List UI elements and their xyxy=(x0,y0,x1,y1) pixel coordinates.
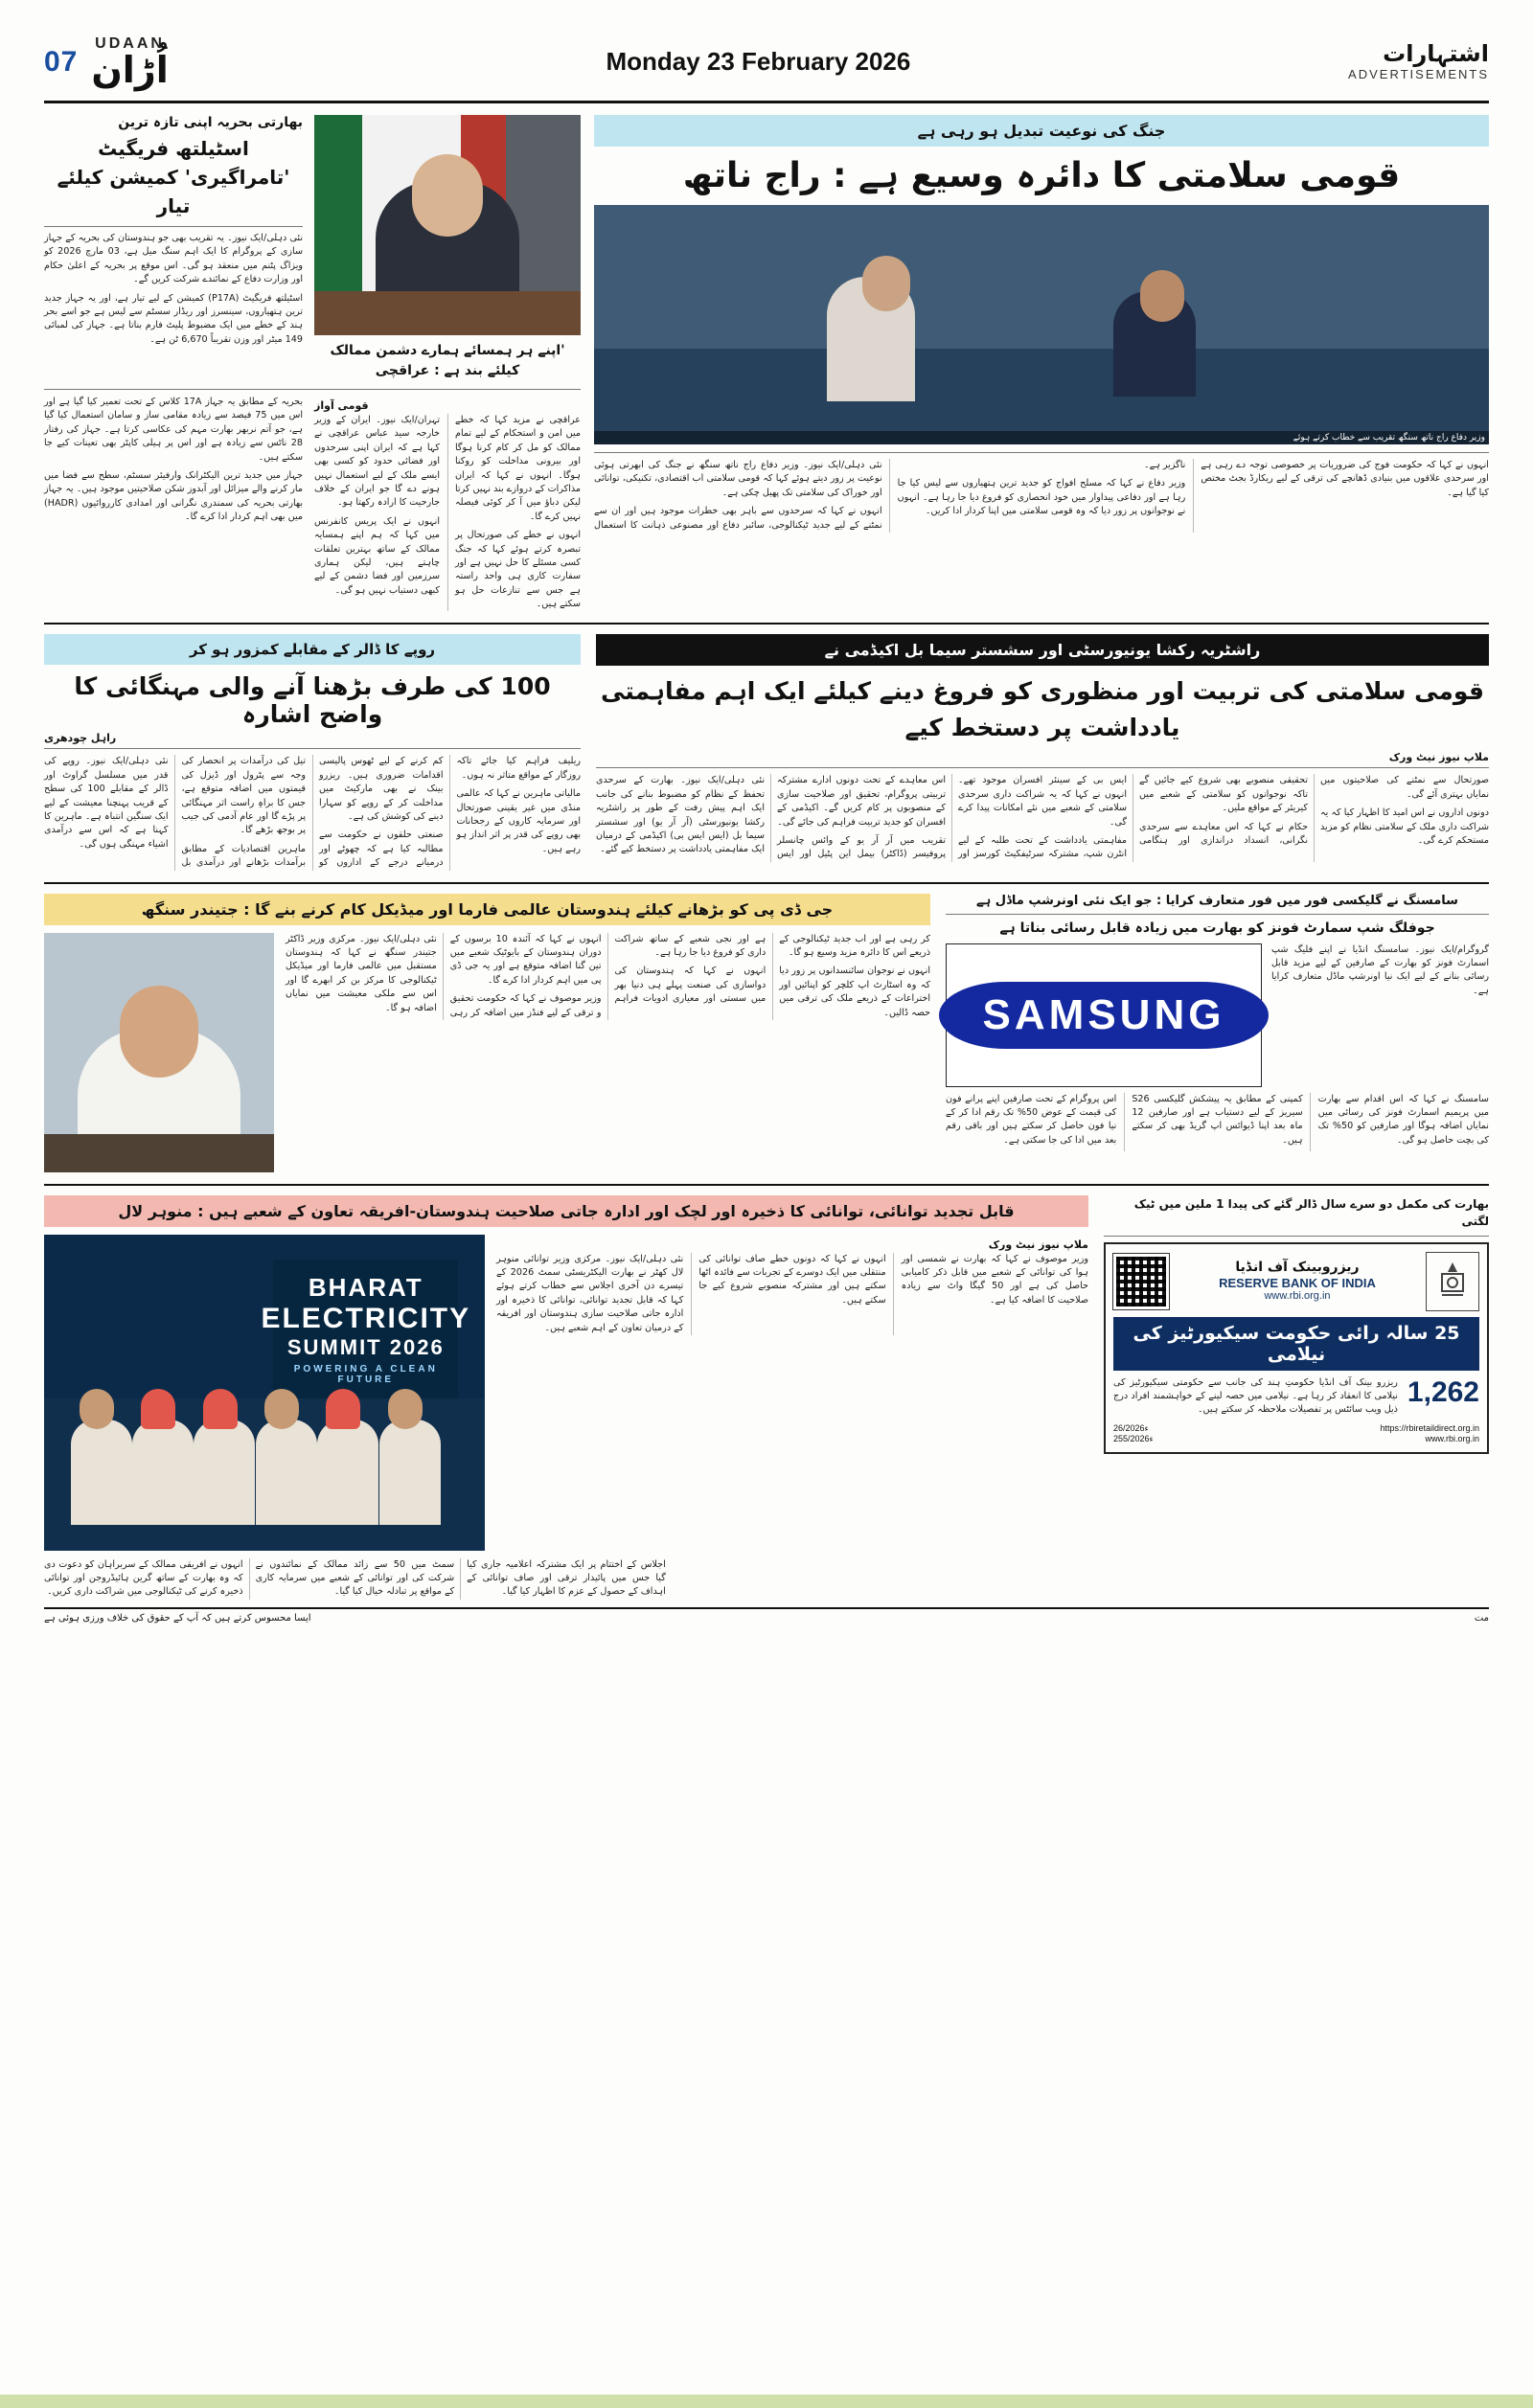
photo-seat xyxy=(317,1420,378,1525)
photo-stage xyxy=(594,349,1489,444)
photo-seat-head xyxy=(203,1389,238,1429)
samsung-kicker: سامسنگ نے گلیکسی فور میں فور متعارف کرایا : جو ایک نئی اونرشپ ماڈل ہے xyxy=(976,893,1458,908)
footer-right: ایسا محسوس کرتے ہیں کہ آپ کے حقوق کی خلاف ورزی ہوئی ہے xyxy=(44,1612,311,1624)
photo-seat xyxy=(71,1420,132,1525)
frigate-body-3: بحریہ کے مطابق یہ جہاز 17A کلاس کے تحت تعمیر کیا گیا ہے اور اس میں 75 فیصد سے زیادہ مقامی ساز و سامان استعمال کیا گیا ہے، جو آتم نربھر بھارت مہم کی عکاسی کرتا ہے۔ جہاز کی رفتار 28 ناٹس سے زیادہ ہے اور اس پر ہیلی کاپٹر بھی تعینات کیے جا سکتے ہیں۔ xyxy=(44,397,303,463)
photo-seat-head xyxy=(80,1389,114,1429)
frigate-body-2: اسٹیلتھ فریگیٹ (P17A) کمیشن کے لیے تیار ہے، اور یہ جہاز جدید ترین ہتھیاروں، سینسرز اور ریڈار سسٹم سے لیس ہے جو اسے بحر ہند کے خطے میں ایک مضبوط پلیٹ فارم بناتا ہے۔ جہاز کی لمبائی 149 میٹر اور وزن تقریباً 6,670 ٹن ہے۔ xyxy=(44,292,303,345)
rbi-url-2[interactable]: www.rbi.org.in xyxy=(1425,1433,1479,1443)
story-summit xyxy=(44,1195,1088,1600)
story-iran-top xyxy=(314,115,581,381)
samsung-subhead: جوفلگ شپ سمارٹ فونز کو بھارت میں زیادہ قابل رسائی بناتا ہے xyxy=(999,920,1435,936)
samsung-body-4: سامسنگ نے کہا کہ اس اقدام سے بھارت میں پریمیم اسمارٹ فونز کی رسائی میں نمایاں اضافہ ہوگا اور صارفین کو 50% تک کی بچت حاصل ہو گی۔ xyxy=(1317,1093,1489,1146)
frigate-body-1: نئی دہلی/ایک نیوز۔ یہ تقریب بھی جو ہندوستان کی بحریہ کے جہاز سازی کے پروگرام کا ایک اہم سنگ میل ہے، 03 مارچ 2026 کو ویزاگ پٹنم میں منعقد ہو گی۔ اس موقع پر بحریہ کے اعلیٰ حکام اور وزارت دفاع کے نمائندے شرکت کریں گے۔ xyxy=(44,233,303,285)
iran-minister-photo xyxy=(314,115,581,335)
summit-body-2: انہوں نے کہا کہ دونوں خطے صاف توانائی کی منتقلی میں ایک دوسرے کے تجربات سے فائدہ اٹھا سکتے ہیں اور مشترکہ منصوبے شروع کیے جا سکتے ہیں۔ xyxy=(698,1253,886,1306)
rupee-body-5: مالیاتی ماہرین نے کہا کہ عالمی منڈی میں غیر یقینی صورتحال اور سرمایہ کاروں کے رجحانات بھی روپے کی قدر پر اثر انداز ہو رہے ہیں۔ xyxy=(456,788,581,854)
mou-body-1: نئی دہلی/ایک نیوز۔ بھارت کے سرحدی تحفظ کے نظام کو مضبوط بنانے کی جانب ایک اہم پیش رفت کے طور پر راشٹریہ رکشا یونیورسٹی (آر آر یو) اور سشستر سیما بل (ایس ایس بی) اکیڈمی کے درمیان ایک مفاہمتی یادداشت پر دستخط کیے گئے۔ xyxy=(596,775,765,855)
samsung-body-2: اس پروگرام کے تحت صارفین اپنے پرانے فون کی قیمت کے عوض 50% تک رقم ادا کر کے نیا فون حاصل کر سکتے ہیں اور باقی رقم بعد میں ادا کی جا سکتی ہے۔ xyxy=(946,1093,1117,1146)
samsung-body-3: کمپنی کے مطابق یہ پیشکش گلیکسی S26 سیریز کے لیے دستیاب ہے اور صارفین 12 ماہ بعد اپنا ڈیوائس اپ گریڈ بھی کر سکتے ہیں۔ xyxy=(1132,1093,1303,1146)
mou-kicker: راشٹریہ رکشا یونیورسٹی اور سشستر سیما بل اکیڈمی نے xyxy=(596,634,1489,666)
divider xyxy=(44,1184,1489,1186)
story-pharma xyxy=(44,894,930,1172)
photo-table xyxy=(44,1134,274,1172)
logo-english: UDAAN xyxy=(95,34,165,52)
divider xyxy=(596,767,1489,768)
rbi-auction-band: 25 سالہ رائی حکومت سیکیورٹیز کی نیلامی xyxy=(1113,1317,1479,1371)
qr-code-icon[interactable] xyxy=(1113,1254,1169,1309)
rupee-body-2: تیل کی درآمدات پر انحصار کی وجہ سے پٹرول اور ڈیزل کی قیمتوں میں اضافہ متوقع ہے، جس کا براہِ راست اثر مہنگائی پر پڑے گا اور عام آدمی کی جیب پر بوجھ بڑھے گا۔ xyxy=(181,756,306,836)
divider xyxy=(44,226,303,227)
footer-left: مت xyxy=(1474,1612,1489,1624)
logo-urdu: اُڑان xyxy=(91,48,169,91)
summit-banner xyxy=(261,1260,471,1398)
photo-seat xyxy=(379,1420,441,1525)
photo-seat-head xyxy=(388,1389,423,1429)
lead-headline: قومی سلامتی کا دائرہ وسیع ہے : راج ناتھ xyxy=(682,156,1401,195)
rbi-body-text: ریزرو بینک آف انڈیا حکومتِ ہند کی جانب سے حکومتی سیکیورٹیز کی نیلامی کا انعقاد کر رہا ہے۔ نیلامی میں حصہ لینے کے خواہشمند افراد درج ذیل ویب سائٹس پر تفصیلات ملاحظہ کر سکتے ہیں۔ xyxy=(1113,1376,1398,1416)
page-footer xyxy=(44,1607,1489,1624)
rajnath-photo xyxy=(594,205,1489,444)
summit-photo-wrap xyxy=(44,1235,485,1551)
photo-person-1-head xyxy=(862,256,910,311)
frigate-headline: اسٹیلتھ فریگیٹ 'تامراگیری' کمیشن کیلئے تیار xyxy=(57,137,290,217)
jitendra-photo-wrap xyxy=(44,933,274,1172)
rbi-ref-2: 255/2026ء xyxy=(1113,1433,1154,1443)
summit-body-6: اجلاس کے اختتام پر ایک مشترکہ اعلامیہ جاری کیا گیا جس میں پائیدار ترقی اور صاف توانائی کے اہداف کے حصول کے عزم کا اظہار کیا گیا۔ xyxy=(467,1558,666,1598)
lead-body-4: انہوں نے کہا کہ حکومت فوج کی ضروریات پر خصوصی توجہ دے رہی ہے اور سرحدی علاقوں میں بنیادی ڈھانچے کی ترقی کے لیے ریکارڈ بجٹ مختص کیا گیا ہے۔ xyxy=(1201,460,1489,498)
mou-body-3: تقریب میں آر آر یو کے وائس چانسلر پروفیسر (ڈاکٹر) بیمل این پٹیل اور ایس ایس بی کے سینئر افسران موجود تھے۔ انہوں نے کہا کہ یہ شراکت داری سرحدی سلامتی کے شعبے میں نئے امکانات پیدا کرے گی۔ xyxy=(777,775,1127,860)
masthead-left xyxy=(44,34,169,91)
photo-head xyxy=(120,986,198,1078)
banner-tagline: POWERING A CLEAN FUTURE xyxy=(293,1364,438,1386)
iran-headline: 'اپنے ہر ہمسائے ہمارے دشمن ممالک کیلئے بند ہے : عراقچی xyxy=(330,343,565,378)
rbi-ad-box[interactable] xyxy=(1104,1242,1489,1454)
top-area xyxy=(44,115,1489,611)
lead-body-3: وزیر دفاع نے کہا کہ مسلح افواج کو جدید ترین ہتھیاروں سے لیس کیا جا رہا ہے اور دفاعی پیداوار میں خود انحصاری کو فروغ دیا جا رہا ہے۔ انہوں نے نوجوانوں پر زور دیا کہ وہ قومی سلامتی میں اپنا کردار ادا کریں۔ xyxy=(897,478,1186,517)
summit-body-5: سمٹ میں 50 سے زائد ممالک کے نمائندوں نے شرکت کی اور توانائی کے شعبے میں سرمایہ کاری کے مواقع پر تبادلہ خیال کیا گیا۔ xyxy=(255,1558,455,1598)
story-rupee xyxy=(44,634,581,870)
rupee-kicker: روپے کا ڈالر کے مقابلے کمزور ہو کر xyxy=(44,634,581,665)
mou-headline: قومی سلامتی کی تربیت اور منظوری کو فروغ دینے کیلئے ایک اہم مفاہمتی یادداشت پر دستخط کیے xyxy=(601,677,1484,741)
iran-body-4: انہوں نے خطے کی صورتحال پر تبصرہ کرتے ہوئے کہا کہ جنگ کسی مسئلے کا حل نہیں ہے اور سفارت کاری ہی واحد راستہ ہے جس سے تنازعات حل ہو سکتے ہیں۔ xyxy=(455,530,581,610)
photo-seat xyxy=(256,1420,317,1525)
photo-seat-head xyxy=(141,1389,175,1429)
photo-head xyxy=(412,154,483,237)
lead-body-1: نئی دہلی/ایک نیوز۔ وزیر دفاع راج ناتھ سنگھ نے جنگ کی ابھرتی ہوئی نوعیت پر زور دیتے ہوئے کہا کہ قومی سلامتی اب اقتصادی، تکنیکی، توانائی اور خوراک کی سلامتی تک پھیل چکی ہے۔ xyxy=(594,460,882,498)
iran-byline: قومی آواز xyxy=(314,399,369,412)
samsung-ad-box[interactable] xyxy=(946,943,1262,1087)
photo-seat-head xyxy=(264,1389,299,1429)
photo-person-2-head xyxy=(1140,270,1184,322)
summit-body-3: وزیر موصوف نے کہا کہ بھارت نے شمسی اور ہوا کی توانائی کے شعبے میں قابل ذکر کامیابی حاصل کی ہے اور 50 گیگا واٹ سے زیادہ صلاحیت کا اضافہ کیا ہے۔ xyxy=(901,1253,1088,1306)
rbi-kicker: بھارت کی مکمل دو سرے سال ڈالر گئے کی پیدا 1 ملین میں ٹیک لگتی xyxy=(1133,1196,1489,1228)
mou-body-5: حکام نے کہا کہ اس معاہدے سے سرحدی نگرانی، انسداد دراندازی اور ہنگامی صورتحال سے نمٹنے کی صلاحیتوں میں نمایاں بہتری آئے گی۔ xyxy=(1139,775,1489,847)
bottom-color-bar xyxy=(0,2395,1533,2408)
summit-photo xyxy=(44,1235,485,1551)
divider xyxy=(946,914,1489,915)
divider xyxy=(594,452,1489,453)
pharma-body-4: انہوں نے کہا کہ ہندوستان کی دواسازی کی صنعت پہلے ہی دنیا بھر میں سستی اور معیاری ادویات فراہم کر رہی ہے اور اب جدید ٹیکنالوجی کے ذریعے اس کا دائرہ مزید وسیع ہو گا۔ xyxy=(614,933,930,1005)
rbi-name-urdu: ریزروبینک آف انڈیا xyxy=(1235,1259,1360,1275)
summit-kicker: قابل تجدید توانائی، توانائی کا ذخیرہ اور لچک اور ادارہ جاتی صلاحیت ہندوستان-افریقہ تعاون کے شعبے ہیں : منوہر لال xyxy=(44,1195,1088,1227)
pharma-body-1: نئی دہلی/ایک نیوز۔ مرکزی وزیر ڈاکٹر جتیندر سنگھ نے کہا کہ ہندوستان مستقبل میں عالمی فارما اور میڈیکل ٹیکنالوجی کا مرکز بن کر ابھرے گا اور اس سے ملکی معیشت میں نمایاں اضافہ ہو گا۔ xyxy=(286,933,437,1013)
iran-body-1: تہران/ایک نیوز۔ ایران کے وزیر خارجہ سید عباس عراقچی نے کہا ہے کہ ایران اپنی سرحدوں اور فضائی حدود کو کسی بھی ایسے ملک کے لیے استعمال نہیں ہونے دے گا جو ایران کے خلاف جارحیت کا ارادہ رکھتا ہو۔ xyxy=(314,415,440,509)
iran-body-3: عراقچی نے مزید کہا کہ خطے میں امن و استحکام کے لیے تمام ممالک کو مل کر کام کرنا ہوگا اور بیرونی مداخلت کو روکنا ہوگا۔ انہوں نے کہا کہ ایران مذاکرات کے دروازے بند نہیں کرتا لیکن دباؤ میں آ کر کوئی فیصلہ نہیں کرے گا۔ xyxy=(455,415,581,522)
divider xyxy=(44,748,581,749)
fourth-band xyxy=(44,1195,1489,1600)
section-title-urdu: اشتہارات xyxy=(1383,40,1489,68)
divider xyxy=(44,623,1489,625)
page-number: 07 xyxy=(44,45,79,78)
summit-byline: ملاپ نیوز نیٹ ورک xyxy=(988,1238,1088,1251)
publication-logo xyxy=(91,34,169,91)
mou-body-4: مفاہمتی یادداشت کے تحت طلبہ کے لیے انٹرن شپ، مشترکہ سرٹیفکیٹ کورسز اور تحقیقی منصوبے بھی شروع کیے جائیں گے تاکہ نوجوانوں کو سلامتی کے شعبے میں کیریئر کے مواقع ملیں۔ xyxy=(958,775,1308,860)
photo-caption: وزیر دفاع راج ناتھ سنگھ تقریب سے خطاب کرتے ہوئے xyxy=(594,431,1489,444)
mou-byline: ملاپ نیوز نیٹ ورک xyxy=(1388,751,1489,764)
mou-body-2: اس معاہدے کے تحت دونوں ادارے مشترکہ تربیتی پروگرام، تحقیق اور صلاحیت سازی کے منصوبوں پر کام کریں گے۔ اکیڈمی کے افسران کو جدید تربیت فراہم کی جائے گی۔ xyxy=(777,775,946,828)
banner-line-1: BHARAT xyxy=(308,1273,423,1303)
rbi-body xyxy=(1113,1376,1479,1418)
jitendra-singh-photo xyxy=(44,933,274,1172)
lead-story xyxy=(594,115,1489,611)
rbi-identity xyxy=(1219,1260,1376,1304)
rupee-byline: راہل چودھری xyxy=(44,732,117,745)
rupee-body-3: ماہرین اقتصادیات کے مطابق برآمدات بڑھانے اور درآمدی بل کم کرنے کے لیے ٹھوس پالیسی اقدامات ضروری ہیں۔ ریزرو بینک نے بھی مارکیٹ میں مداخلت کر کے روپے کو سہارا دینے کی کوشش کی ہے۔ xyxy=(181,756,444,869)
second-band xyxy=(44,634,1489,870)
divider xyxy=(44,389,581,390)
pharma-body-5: انہوں نے نوجوان سائنسدانوں پر زور دیا کہ وہ اسٹارٹ اپ کلچر کو اپنائیں اور اختراعات کے ذریعے ملک کی ترقی میں حصہ ڈالیں۔ xyxy=(779,965,930,1018)
mou-body-6: دونوں اداروں نے اس امید کا اظہار کیا کہ یہ شراکت داری ملک کے سلامتی نظام کو مزید مستحکم کرے گی۔ xyxy=(1320,807,1489,847)
section-title-english: ADVERTISEMENTS xyxy=(1348,66,1489,81)
samsung-body-1: گروگرام/ایک نیوز۔ سامسنگ انڈیا نے اپنے فلیگ شپ اسمارٹ فونز کو بھارت کے صارفین کے لیے مزید قابل رسائی بنانے کے لیے ایک نیا اونرشپ ماڈل متعارف کرایا ہے۔ xyxy=(1271,943,1489,996)
left-column xyxy=(44,115,581,611)
frigate-body-4: جہاز میں جدید ترین الیکٹرانک وارفیئر سسٹم، سطح سے فضا میں مار کرنے والے میزائل اور آبدوز شکن صلاحیتیں موجود ہیں۔ یہ جہاز بھارتی بحریہ کی سمندری نگرانی اور امدادی کارروائیوں (HADR) میں بھی اہم کردار ادا کرے گا۔ xyxy=(44,469,303,523)
story-mou xyxy=(596,634,1489,870)
third-band xyxy=(44,894,1489,1172)
photo-seat xyxy=(194,1420,255,1525)
pharma-kicker: جی ڈی پی کو بڑھانے کیلئے ہندوستان عالمی فارما اور میڈیکل کام کرنے بنے گا : جتیندر سنگھ xyxy=(44,894,930,925)
rbi-header xyxy=(1113,1252,1479,1311)
photo-seat xyxy=(132,1420,194,1525)
rbi-emblem-icon xyxy=(1426,1252,1479,1311)
story-frigate xyxy=(44,115,303,381)
rupee-body-1: نئی دہلی/ایک نیوز۔ روپے کی قدر میں مسلسل گراوٹ اور ڈالر کے مقابلے 100 کی سطح کے قریب پہنچنا معیشت کے لیے ایک سنگین انتباہ ہے۔ ماہرین کا کہنا ہے کہ اس سے درآمدی اشیاء مہنگی ہوں گی۔ xyxy=(44,756,169,850)
rbi-ref-1: 26/2026ء xyxy=(1113,1422,1149,1433)
issue-date: Monday 23 February 2026 xyxy=(606,47,911,76)
photo-desk xyxy=(314,291,581,335)
banner-line-3: SUMMIT 2026 xyxy=(286,1335,445,1360)
divider xyxy=(1104,1236,1489,1237)
lead-body-2: انہوں نے کہا کہ سرحدوں سے باہر بھی خطرات موجود ہیں اور ان سے نمٹنے کے لیے جدید ٹیکنالوجی، سائبر دفاع اور مصنوعی ذہانت کا استعمال ناگزیر ہے۔ xyxy=(594,460,1186,531)
banner-line-2: ELECTRICITY xyxy=(261,1303,471,1335)
pharma-body-3: وزیر موصوف نے کہا کہ حکومت تحقیق و ترقی کے لیے فنڈز میں اضافہ کر رہی ہے اور نجی شعبے کے ساتھ شراکت داری کو فروغ دیا جا رہا ہے۔ xyxy=(449,933,766,1018)
ad-rbi xyxy=(1104,1195,1489,1600)
rbi-url-1[interactable]: https://rbiretaildirect.org.in xyxy=(1380,1422,1479,1433)
summit-body-4: انہوں نے افریقی ممالک کے سربراہان کو دعوت دی کہ وہ بھارت کے ساتھ گرین ہائیڈروجن اور توانائی ذخیرہ کرنے کی ٹیکنالوجی میں شراکت داری کریں۔ xyxy=(44,1558,243,1598)
samsung-logo: SAMSUNG xyxy=(939,982,1270,1049)
rupee-body-4: صنعتی حلقوں نے حکومت سے مطالبہ کیا ہے کہ چھوٹے اور درمیانے درجے کے اداروں کو ریلیف فراہم کیا جائے تاکہ روزگار کے مواقع متاثر نہ ہوں۔ xyxy=(319,756,581,869)
rbi-name-english: RESERVE BANK OF INDIA xyxy=(1219,1275,1376,1290)
rbi-website[interactable]: www.rbi.org.in xyxy=(1264,1290,1331,1303)
summit-body-1: نئی دہلی/ایک نیوز۔ مرکزی وزیر توانائی منوہر لال کھٹر نے بھارت الیکٹریسٹی سمٹ 2026 کے تیسرے دن آخری اجلاس سے خطاب کرتے ہوئے کہا کہ قابل تجدید توانائی، توانائی کا ذخیرہ اور ادارہ جاتی صلاحیت سازی ہندوستان اور افریقہ کے درمیان تعاون کے اہم شعبے ہیں۔ xyxy=(496,1253,684,1333)
masthead-right xyxy=(1348,41,1489,82)
divider xyxy=(44,882,1489,884)
frigate-kicker: بھارتی بحریہ اپنی تازہ ترین xyxy=(118,115,303,130)
ad-samsung xyxy=(946,894,1489,1172)
photo-seat-head xyxy=(326,1389,360,1429)
iran-body-2: انہوں نے ایک پریس کانفرنس میں کہا کہ ہم اپنے ہمسایہ ممالک کے ساتھ بہترین تعلقات چاہتے ہیں، لیکن ہماری سرزمین اور فضا دشمن کے لیے کبھی دستیاب نہیں ہو گی۔ xyxy=(314,515,440,596)
lead-kicker: جنگ کی نوعیت تبدیل ہو رہی ہے xyxy=(594,115,1489,147)
masthead xyxy=(44,33,1489,103)
rupee-headline: 100 کی طرف بڑھنا آنے والی مہنگائی کا واضح اشارہ xyxy=(74,672,551,729)
rbi-amount: 1,262 xyxy=(1407,1375,1479,1408)
pharma-body-2: انہوں نے کہا کہ آئندہ 10 برسوں کے دوران ہندوستان کے بایوٹیک شعبے میں تین گنا اضافہ متوقع ہے اور یہ جی ڈی پی میں اہم کردار ادا کرے گا۔ xyxy=(449,933,602,986)
